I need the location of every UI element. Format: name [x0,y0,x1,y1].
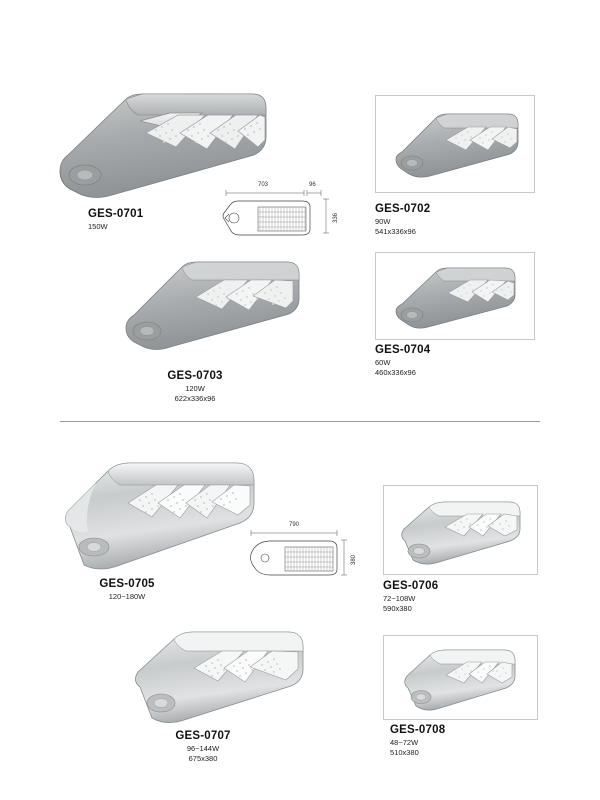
product-size: 622x336x96 [174,394,216,404]
product-code: GES-0704 [375,344,431,356]
product-label-ges-0705 [72,578,182,602]
product-label-ges-0702 [375,203,430,237]
dimension-height: 96 [309,182,316,188]
dimension-width: 336 [333,212,339,223]
dimension-width: 380 [351,554,357,565]
product-code: GES-0706 [383,580,439,592]
product-power: 150W [88,222,108,231]
product-power: 48~72W [390,738,419,747]
product-power: 60W [375,358,391,367]
dimension-length: 790 [289,522,300,528]
product-image-ges-0707 [128,625,313,725]
product-label-ges-0708 [390,724,445,758]
product-code: GES-0703 [167,370,223,382]
product-size: 675x380 [188,754,218,764]
product-code: GES-0702 [375,203,431,215]
product-label-ges-0703 [140,370,250,404]
dimension-drawing-0701 [218,182,339,245]
product-code: GES-0707 [175,730,231,742]
product-label-ges-0701 [88,208,143,232]
product-image-ges-0704 [392,262,520,330]
product-size: 590x380 [383,604,412,614]
product-code: GES-0708 [390,724,446,736]
product-image-ges-0703 [120,255,310,355]
product-size: 460x336x96 [375,368,416,378]
product-label-ges-0704 [375,344,430,378]
product-image-ges-0702 [392,108,522,180]
product-code: GES-0705 [99,578,155,590]
product-image-ges-0706 [397,497,525,565]
product-power: 120~180W [108,592,146,601]
section-divider [60,421,540,422]
product-label-ges-0706 [383,580,438,614]
product-label-ges-0707 [148,730,258,764]
product-power: 120W [185,384,205,393]
product-power: 72~108W [383,594,416,603]
product-code: GES-0701 [88,208,144,220]
product-image-ges-0705 [58,455,273,575]
product-power: 90W [375,217,391,226]
dimension-length: 703 [258,182,269,188]
product-size: 541x336x96 [375,227,416,237]
product-image-ges-0708 [400,645,520,711]
product-power: 96~144W [186,744,220,753]
product-size: 510x380 [390,748,419,758]
dimension-drawing-0705 [245,522,357,585]
